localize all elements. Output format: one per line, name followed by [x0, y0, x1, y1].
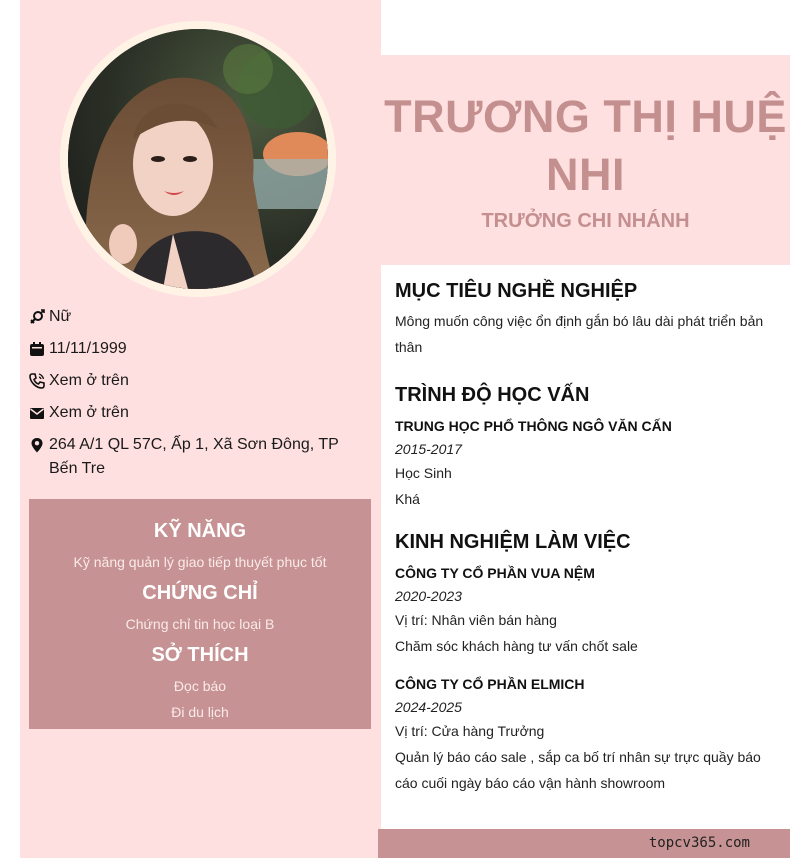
avatar [68, 29, 328, 289]
candidate-position: TRƯỞNG CHI NHÁNH [481, 210, 690, 232]
contact-phone-text: Xem ở trên [49, 372, 129, 389]
candidate-name: TRƯƠNG THỊ HUỆ NHI [384, 91, 787, 200]
email-icon [29, 401, 49, 425]
job-line: Vị trí: Nhân viên bán hàng [395, 612, 557, 628]
contact-gender [29, 305, 369, 329]
contact-email [29, 401, 369, 425]
contact-address [29, 433, 369, 481]
gender-icon [29, 305, 49, 329]
skills-title: KỸ NĂNG [153, 520, 247, 542]
location-icon [29, 433, 49, 457]
job-company: CÔNG TY CỔ PHẦN ELMICH [395, 676, 585, 692]
contact-address-text: 264 A/1 QL 57C, Ấp 1, Xã Sơn Đông, TP Bến Tre [49, 436, 339, 477]
education-period: 2015-2017 [395, 441, 462, 457]
education-line: Học Sinh [395, 465, 452, 481]
education-line: Khá [395, 491, 420, 507]
skill-item: Kỹ năng quản lý giao tiếp thuyết phục tốt [73, 554, 327, 570]
contact-phone [29, 369, 369, 393]
main-content [395, 278, 765, 796]
job-company: CÔNG TY CỔ PHẦN VUA NỆM [395, 565, 595, 581]
footer-bar [378, 829, 790, 858]
contact-email-text: Xem ở trên [49, 404, 129, 421]
education-title: TRÌNH ĐỘ HỌC VẤN [395, 384, 590, 406]
hobby-item: Đọc báo [173, 678, 227, 694]
job-line: Chăm sóc khách hàng tư vấn chốt sale [395, 638, 638, 654]
education-school: TRUNG HỌC PHỔ THÔNG NGÔ VĂN CẤN [395, 418, 672, 434]
certificates-title: CHỨNG CHỈ [142, 582, 258, 604]
skills-box [29, 499, 371, 729]
job-period: 2024-2025 [395, 699, 462, 715]
contact-birthday [29, 337, 369, 361]
name-block [381, 88, 790, 233]
avatar-photo [68, 29, 328, 289]
job-period: 2020-2023 [395, 588, 462, 604]
footer-watermark: topcv365.com [648, 835, 750, 851]
contact-gender-text: Nữ [49, 308, 72, 325]
objective-text: Mông muốn công việc ổn định gắn bó lâu dài phát triển bản thân [395, 313, 764, 355]
experience-title: KINH NGHIỆM LÀM VIỆC [395, 531, 631, 553]
hobby-item: Đi du lịch [171, 704, 229, 720]
certificate-item: Chứng chỉ tin học loại B [125, 616, 275, 632]
calendar-icon [29, 337, 49, 361]
objective-title: MỤC TIÊU NGHỀ NGHIỆP [395, 280, 638, 302]
hobbies-title: SỞ THÍCH [151, 644, 249, 666]
phone-icon [29, 369, 49, 393]
contact-birthday-text: 11/11/1999 [49, 340, 127, 357]
avatar-frame [60, 21, 336, 297]
contact-list [29, 305, 369, 489]
job-line: Vị trí: Cửa hàng Trưởng [395, 723, 545, 739]
job-line: Quản lý báo cáo sale , sắp ca bố trí nhân sự trực quầy báo cáo cuối ngày báo cáo vận hành showroom [395, 749, 761, 791]
